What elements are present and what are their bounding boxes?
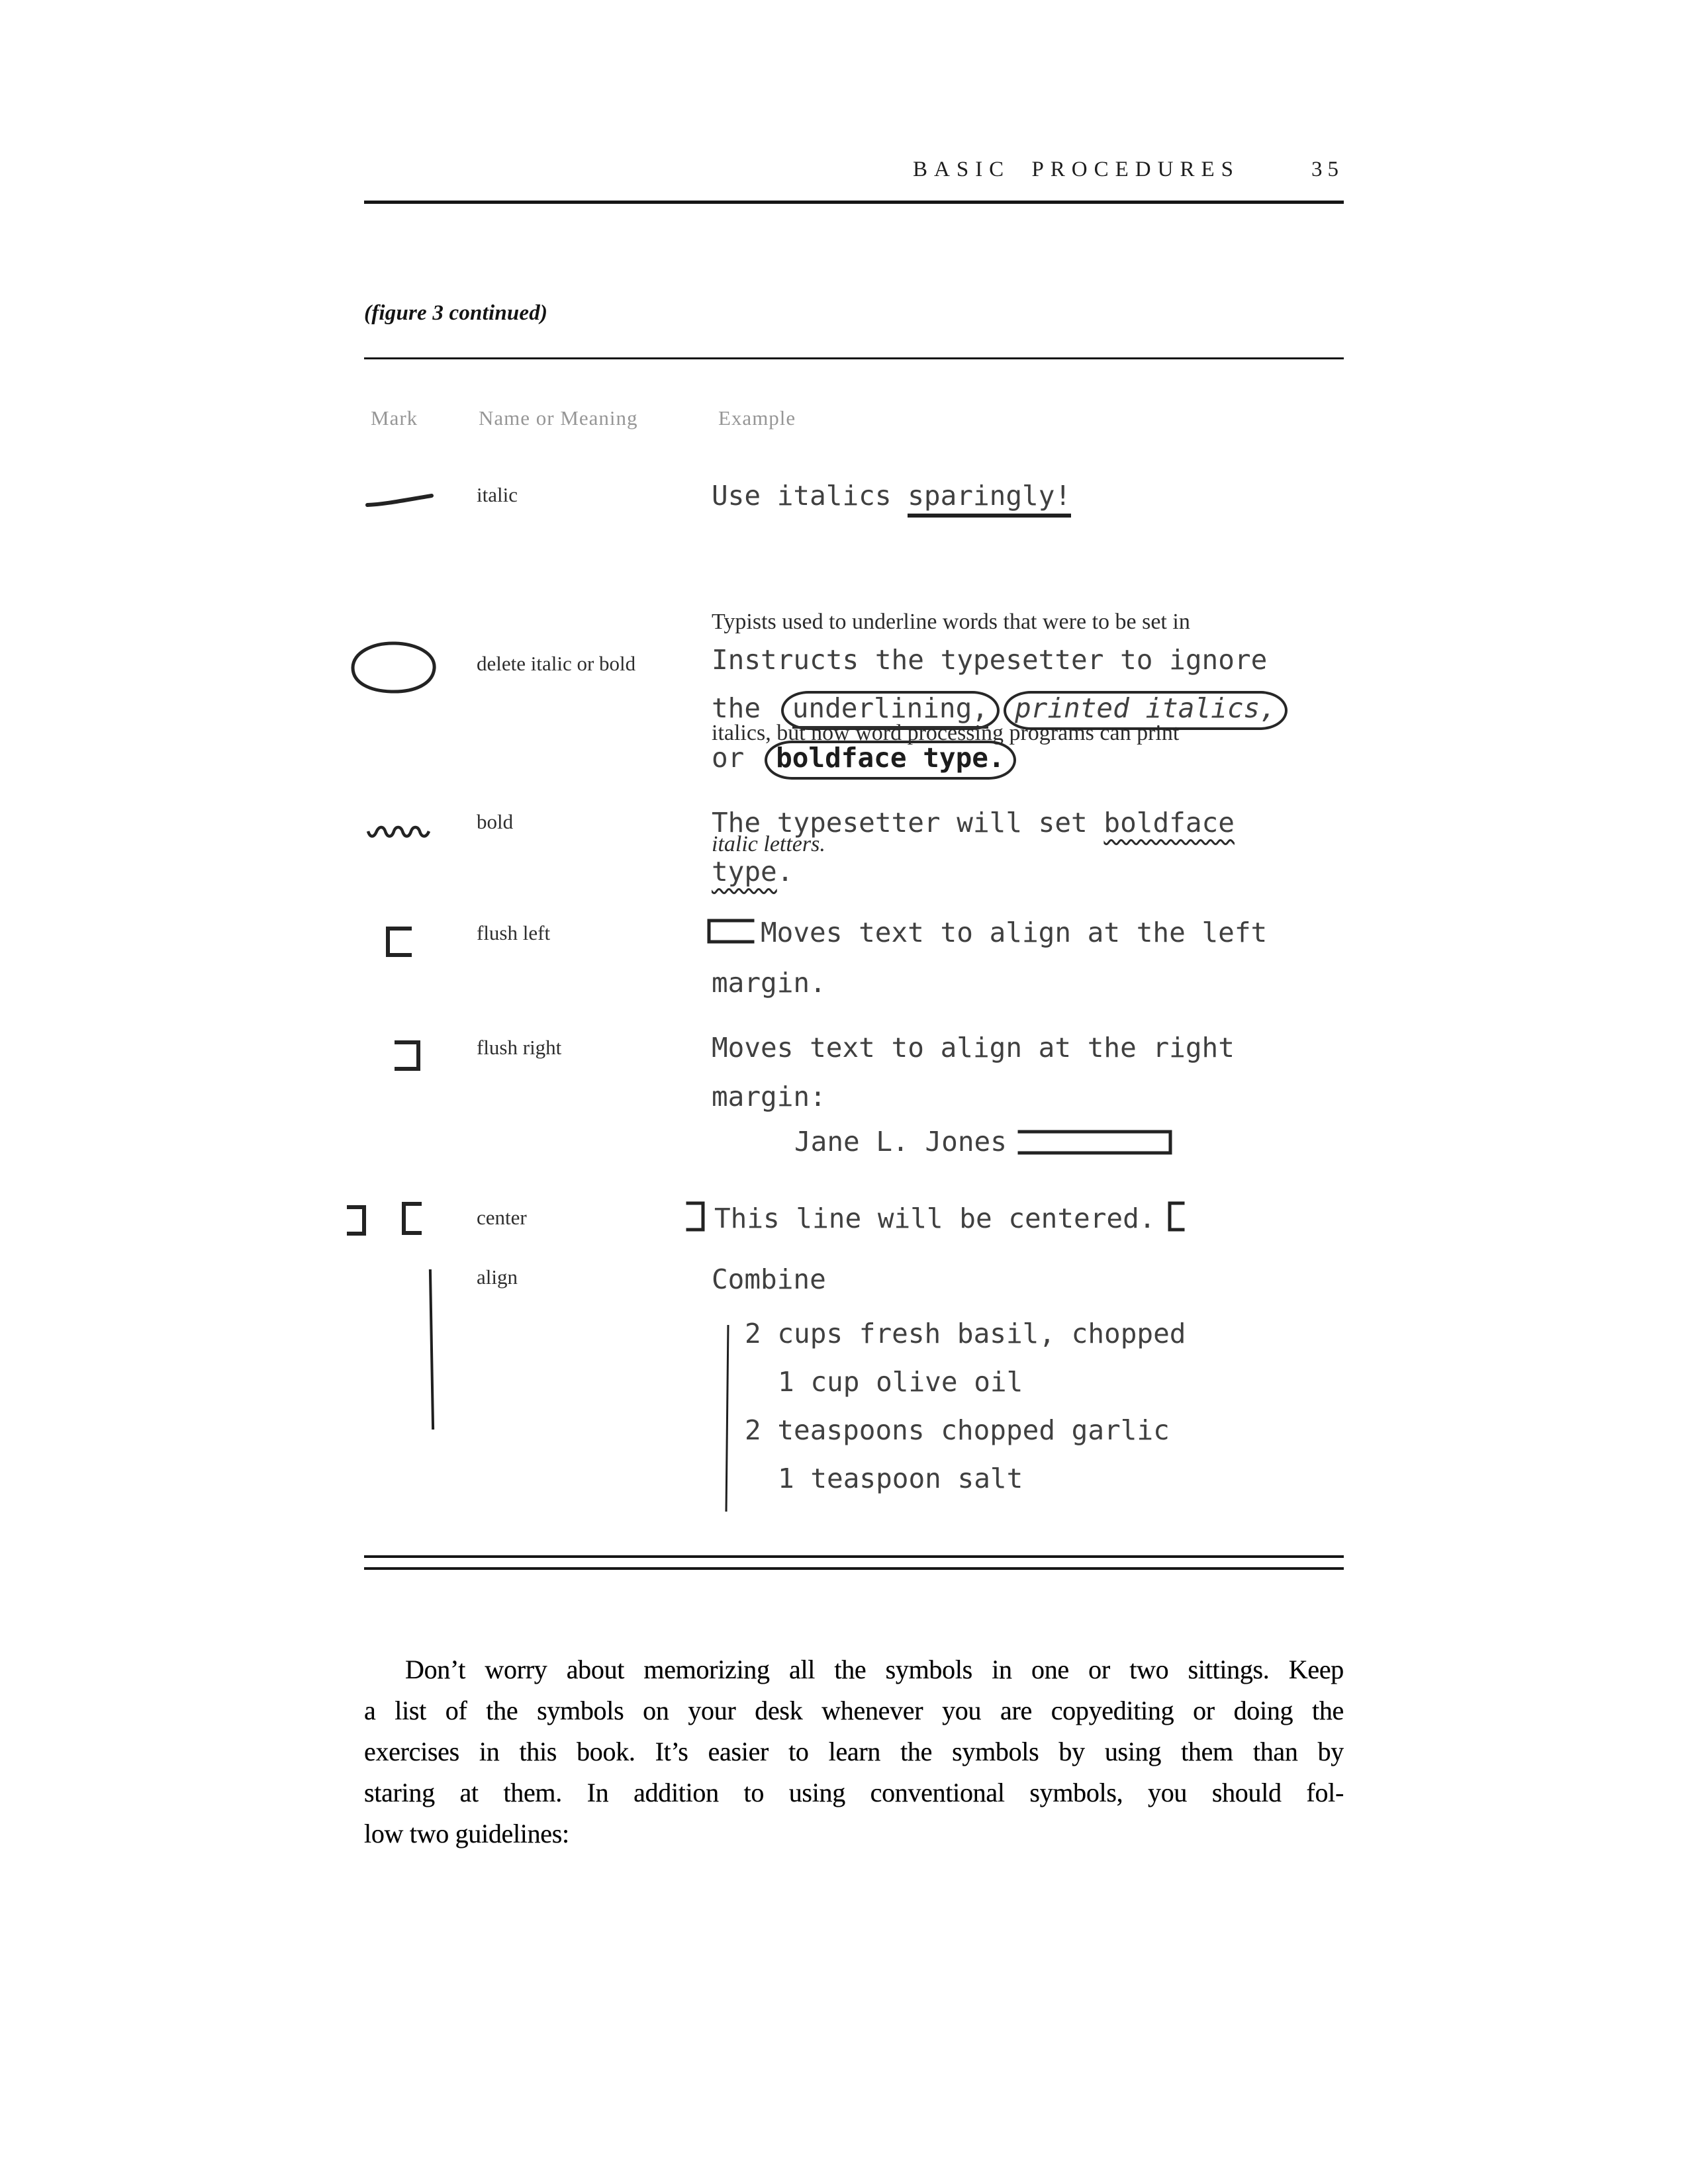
- italic-example-line: [712, 479, 1071, 518]
- flush-left-example-line2: margin.: [712, 967, 826, 999]
- row-label-center: center: [477, 1206, 527, 1229]
- col-header-example: Example: [718, 406, 796, 430]
- delete-line2-pre: the: [712, 692, 777, 724]
- row-label-italic: italic: [477, 483, 518, 506]
- col-header-name: Name or Meaning: [479, 406, 638, 430]
- bold-example-line2: [712, 855, 793, 888]
- head-rule: [364, 201, 1344, 204]
- circled-boldface-type: boldface type.: [765, 741, 1016, 780]
- italic-note-line3: italic letters.: [712, 832, 825, 856]
- paragraph-line-3: exercises in this book. It’s easier to learn the symbols by using them than by: [364, 1737, 1344, 1766]
- row-label-flush-right: flush right: [477, 1036, 562, 1059]
- paragraph-line-4: staring at them. In addition to using conventional symbols, you should fol-: [364, 1778, 1344, 1807]
- bold-example-line1: [712, 806, 1235, 839]
- bold-line1-pre: The typesetter will set: [712, 807, 1104, 839]
- paragraph-line-2: a list of the symbols on your desk whenever you are copyediting or doing the: [364, 1696, 1344, 1725]
- center-mark-left-bracket-icon: [397, 1199, 424, 1241]
- flush-right-sample-name: Jane L. Jones: [794, 1126, 1007, 1158]
- circled-underlining-text: underlining,: [792, 692, 988, 729]
- align-item-1: 2 cups fresh basil, chopped: [745, 1318, 1186, 1349]
- delete-example-line3: [712, 741, 1016, 780]
- table-bottom-rule-top: [364, 1555, 1344, 1558]
- figure-caption: (figure 3 continued): [364, 301, 548, 325]
- circled-printed-italics: printed italics,: [1004, 691, 1288, 730]
- flush-left-inline-mark-icon: [704, 917, 755, 948]
- italic-underline-mark-icon: [365, 492, 434, 512]
- align-item-2: 1 cup olive oil: [778, 1366, 1023, 1398]
- italic-example-pre: Use italics: [712, 480, 908, 512]
- align-item-4: 1 teaspoon salt: [778, 1463, 1023, 1494]
- flush-right-sample-line: [794, 1125, 1175, 1158]
- italic-note-line1: Typists used to underline words that were to be set in: [712, 610, 1190, 634]
- bold-wavy-word1: boldface: [1103, 807, 1235, 839]
- row-label-flush-left: flush left: [477, 921, 551, 944]
- center-example-line: [685, 1199, 1186, 1237]
- delete-oval-mark-icon: [349, 639, 439, 698]
- bold-line2-post: .: [776, 856, 794, 887]
- body-paragraph: [364, 1649, 1344, 1854]
- page-number: 35: [1311, 158, 1344, 181]
- align-vertical-line-icon: [429, 1269, 434, 1430]
- flush-left-example-line1: [704, 916, 1267, 949]
- flush-right-mark-icon: [393, 1039, 424, 1075]
- delete-line3-pre: or: [712, 742, 761, 774]
- center-inline-left-bracket-icon: [1164, 1199, 1186, 1237]
- running-head-title: BASIC PROCEDURES: [913, 158, 1240, 181]
- bold-wavy-mark-icon: [365, 825, 436, 844]
- col-header-mark: Mark: [371, 406, 418, 430]
- running-head: [364, 158, 1344, 182]
- paragraph-line-5: low two guidelines:: [364, 1819, 569, 1848]
- delete-example-line2: [712, 691, 1288, 730]
- bold-wavy-word2: type: [712, 856, 777, 887]
- circled-underlining: [781, 691, 1000, 730]
- center-inline-right-bracket-icon: [685, 1199, 708, 1237]
- align-example-line-icon: [726, 1325, 729, 1512]
- table-bottom-rule-bottom: [364, 1567, 1344, 1570]
- table-top-rule: [364, 357, 1344, 359]
- delete-example-line1: Instructs the typesetter to ignore: [712, 644, 1268, 676]
- italic-example-underlined: sparingly!: [908, 481, 1071, 518]
- italic-note-line2: italics, but now word processing programs can print: [712, 721, 1180, 745]
- align-item-3: 2 teaspoons chopped garlic: [745, 1414, 1170, 1446]
- row-label-bold: bold: [477, 810, 514, 833]
- flush-right-tab-icon: [1017, 1128, 1175, 1160]
- flush-left-mark-icon: [382, 925, 412, 962]
- row-label-align: align: [477, 1265, 518, 1289]
- row-label-delete: delete italic or bold: [477, 652, 636, 675]
- align-example-heading: Combine: [712, 1263, 826, 1295]
- center-line-text: This line will be centered.: [714, 1202, 1156, 1234]
- paragraph-line-1: Don’t worry about memorizing all the symbols in one or two sittings. Keep: [405, 1655, 1344, 1684]
- flush-right-example-line2: margin:: [712, 1081, 826, 1113]
- flush-left-line1-text: Moves text to align at the left: [761, 917, 1268, 948]
- flush-right-example-line1: Moves text to align at the right: [712, 1032, 1235, 1064]
- center-mark-right-bracket-icon: [346, 1203, 369, 1241]
